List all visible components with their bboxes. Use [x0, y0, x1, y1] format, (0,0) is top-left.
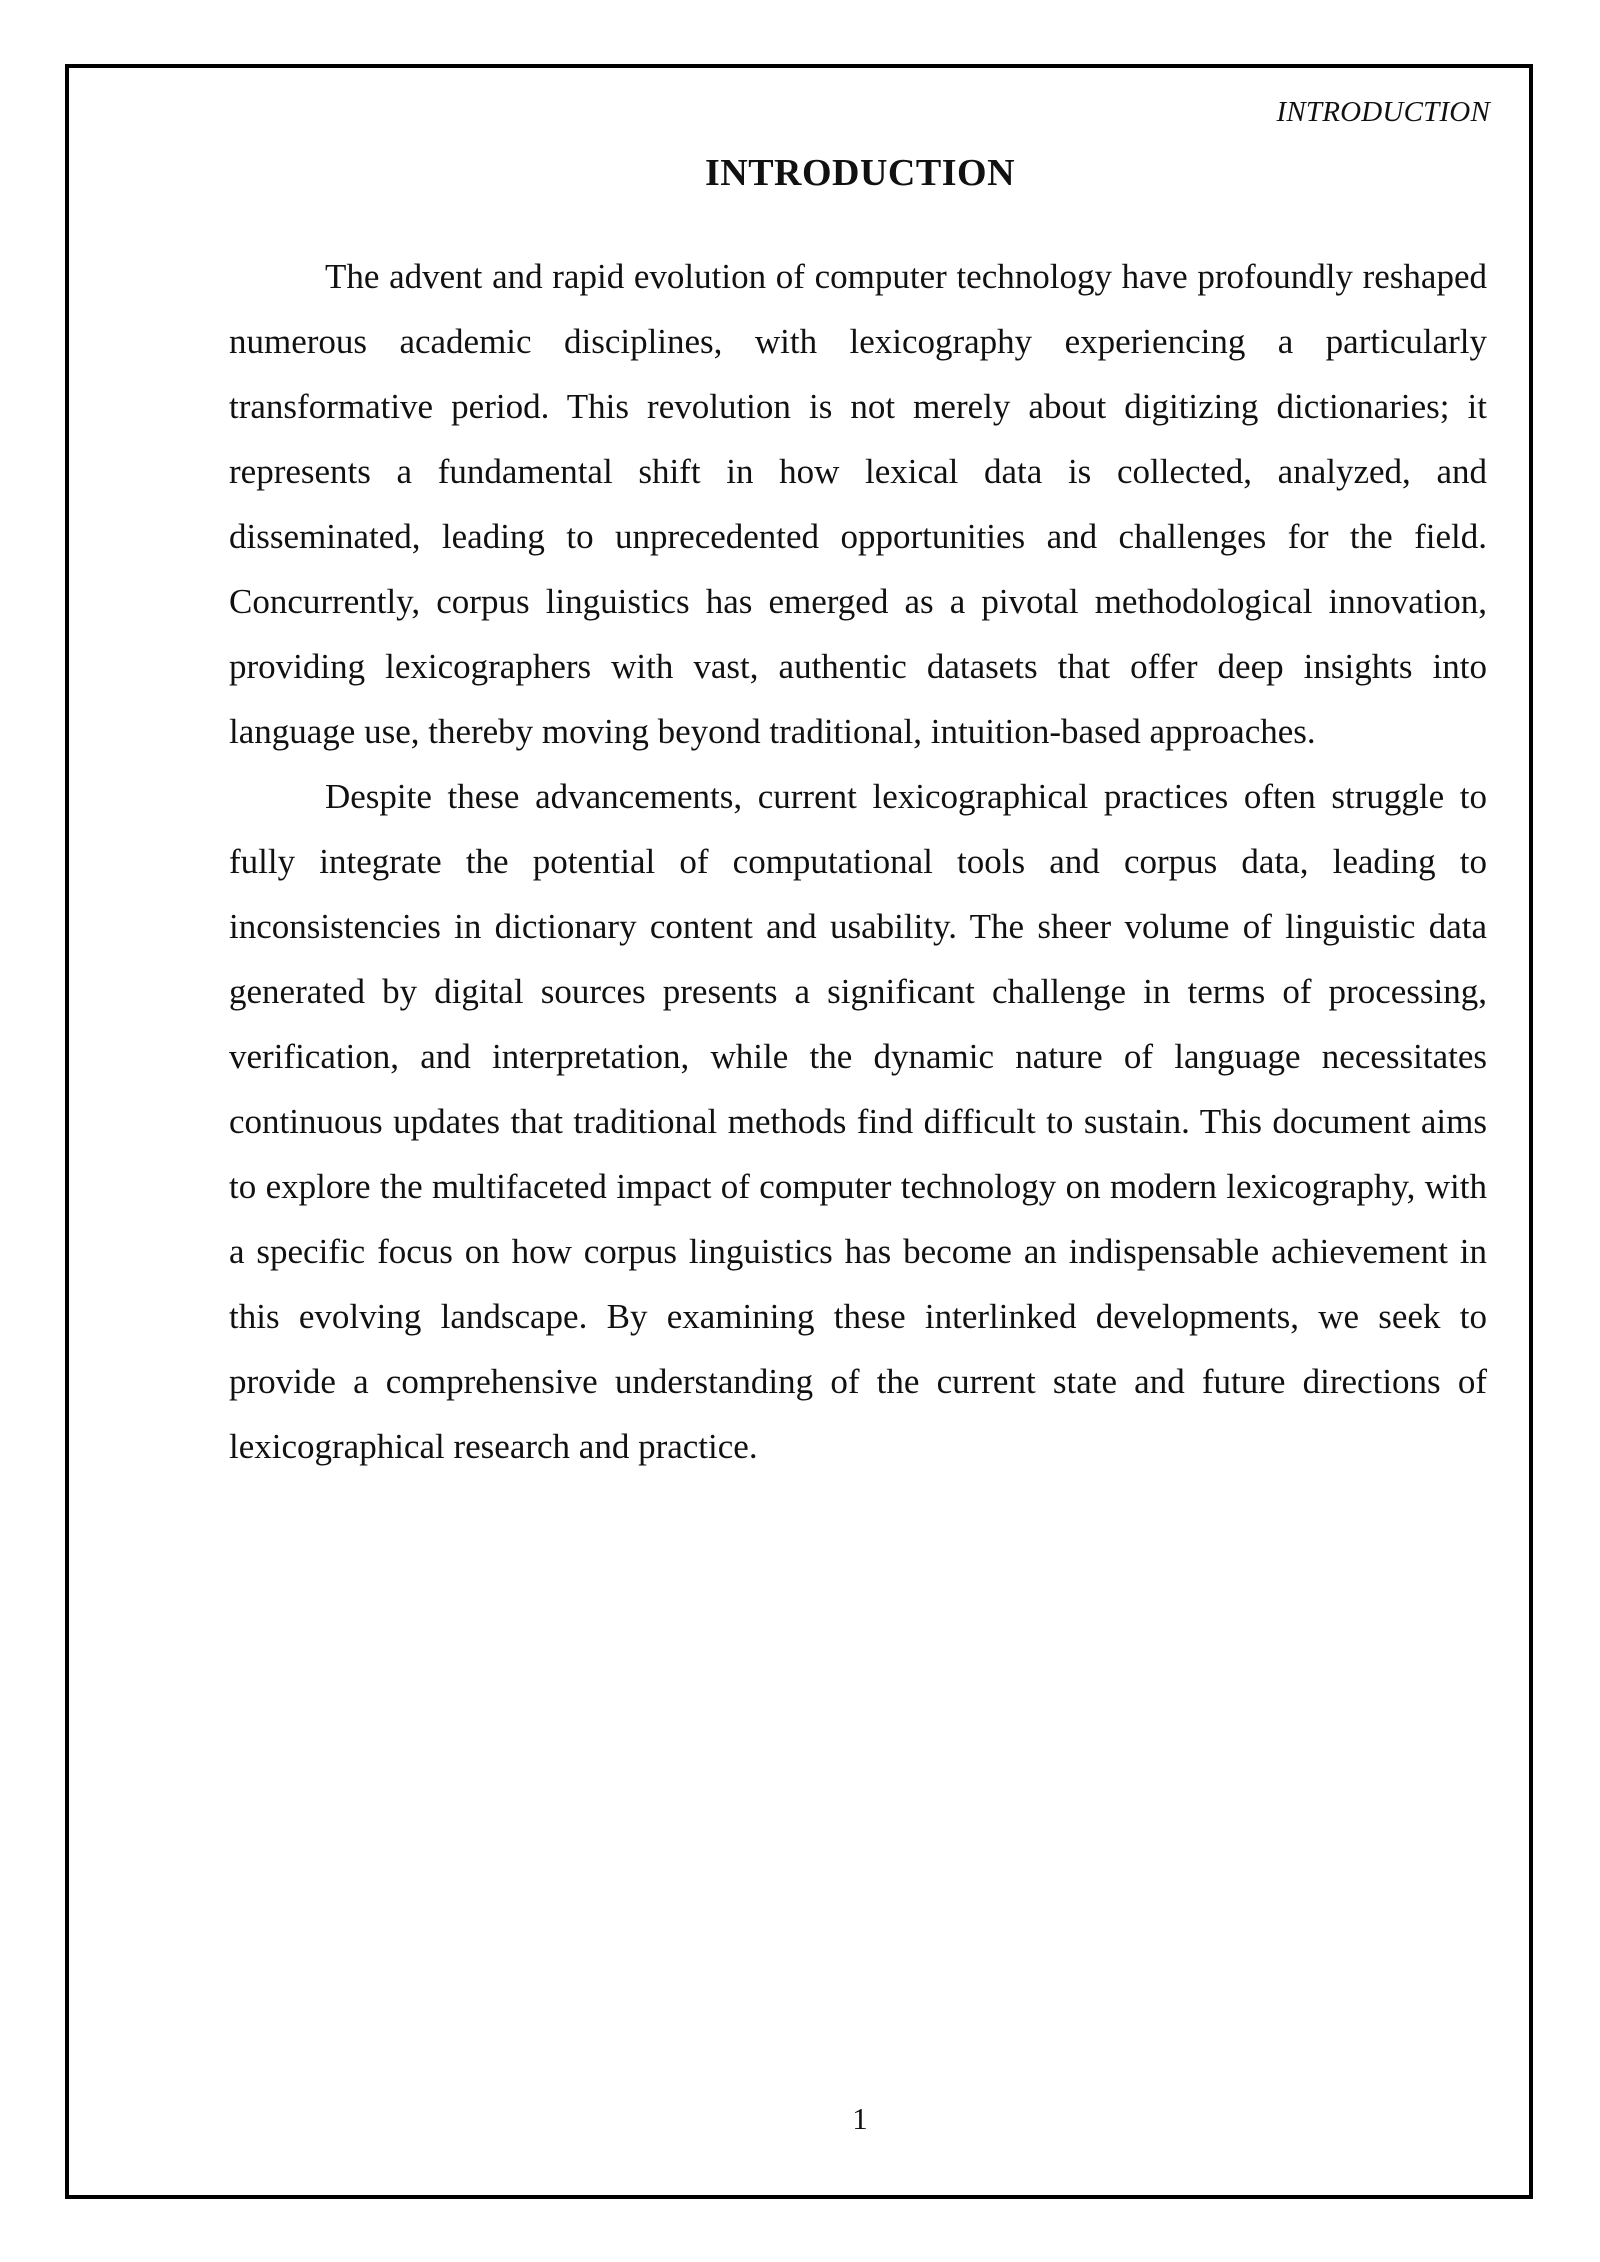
paragraph-2: Despite these advancements, current lexicographical practices often struggle to fully integrate the potential of computational tools and corpus data, leading to inconsistencies in dictionary content and usability. The sheer volume of linguistic data generated by digital sources presents a significant challenge in terms of processing, verification, and interpretation, while the dynamic nature of language necessitates continuous updates that traditional methods find difficult to sustain. This document aims to explore the multifaceted impact of computer technology on modern lexicography, with a specific focus on how corpus linguistics has become an indispensable achievement in this evolving landscape. By examining these interlinked developments, we seek to provide a comprehensive understanding of the current state and future directions of lexicographical research and practice. — [229, 777, 1487, 1466]
paragraph-1: The advent and rapid evolution of computer technology have profoundly reshaped numerous academic disciplines, with lexicography experiencing a particularly transformative period. This revolution is not merely about digitizing dictionaries; it represents a fundamental shift in how lexical data is collected, analyzed, and disseminated, leading to unprecedented opportunities and challenges for the field. Concurrently, corpus linguistics has emerged as a pivotal methodological innovation, providing lexicographers with vast, authentic datasets that offer deep insights into language use, thereby moving beyond traditional, intuition-based approaches. — [229, 257, 1487, 751]
page-title: INTRODUCTION — [704, 152, 1016, 194]
body-text — [229, 244, 1487, 1479]
page-number: 1 — [852, 2101, 868, 2136]
running-header: INTRODUCTION — [1276, 96, 1490, 128]
